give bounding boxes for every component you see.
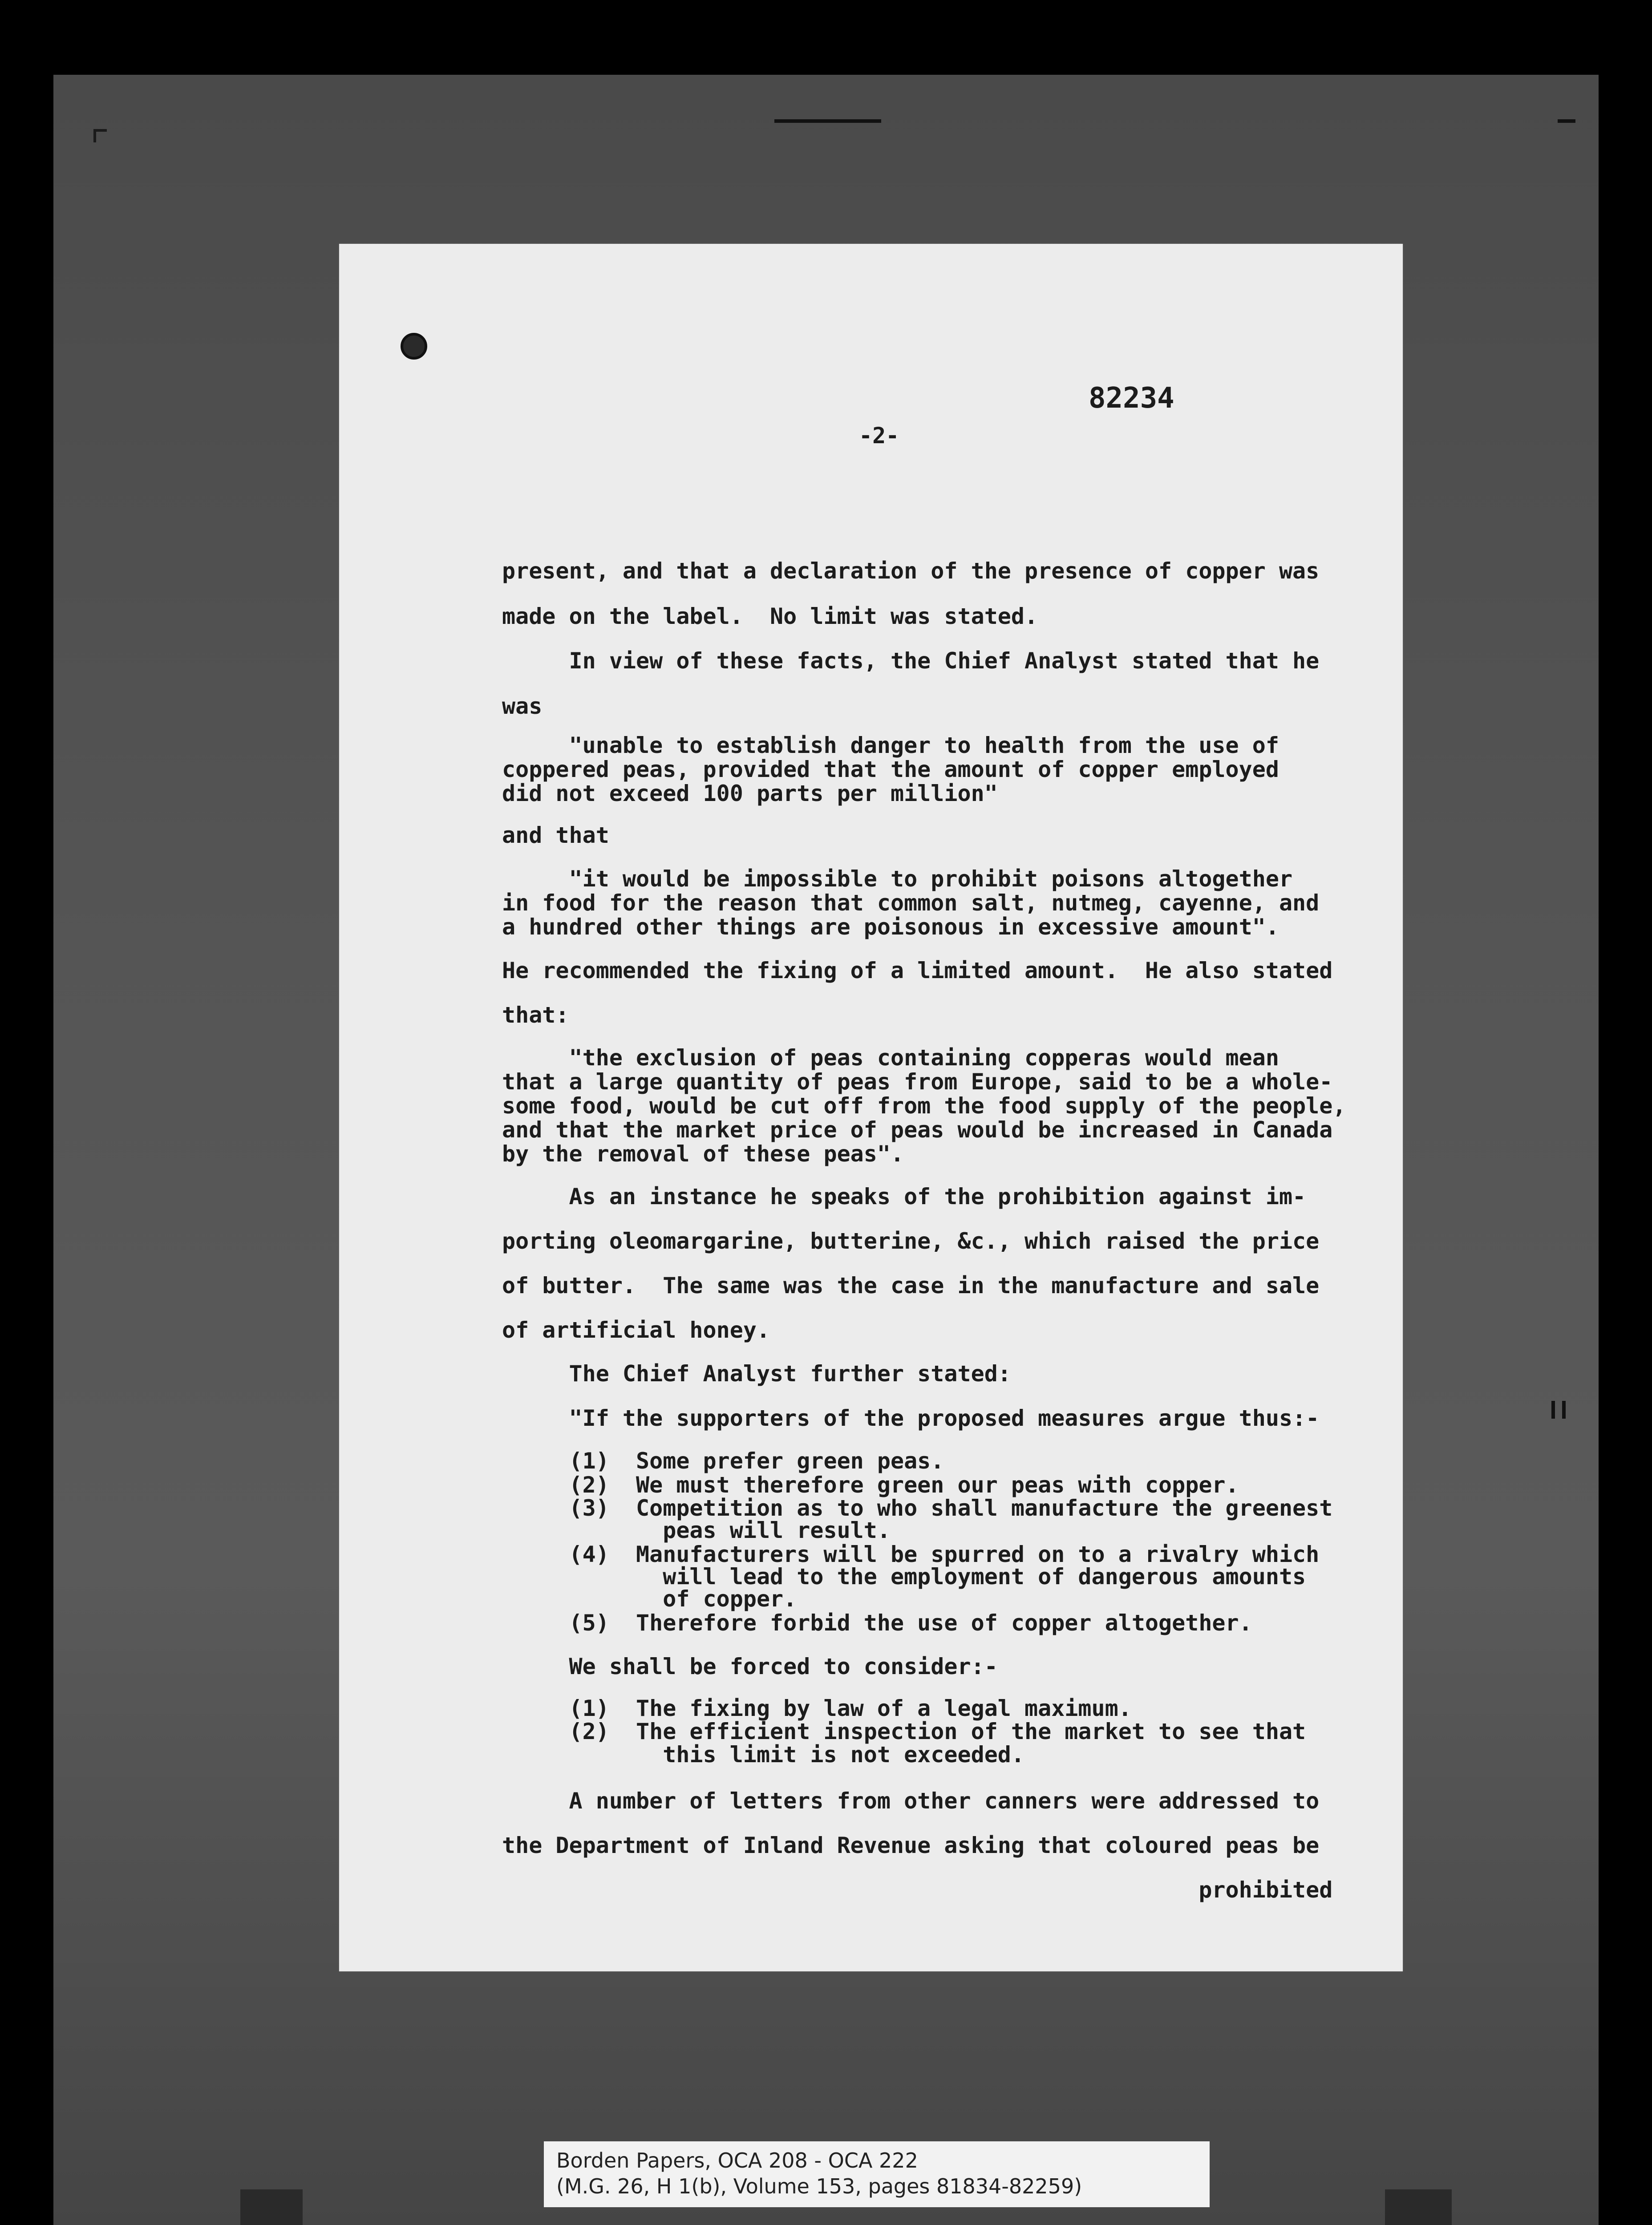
text-line: In view of these facts, the Chief Analyst stated that he bbox=[502, 648, 1320, 674]
list-item: (2) We must therefore green our peas with copper. bbox=[502, 1472, 1239, 1498]
list-item: will lead to the employment of dangerous amounts bbox=[502, 1564, 1306, 1590]
card-shadow bbox=[1385, 2189, 1452, 2225]
text-line: of butter. The same was the case in the manufacture and sale bbox=[502, 1273, 1320, 1299]
text-line: was bbox=[502, 693, 543, 719]
text-line: We shall be forced to consider:- bbox=[502, 1654, 998, 1679]
list-item: (5) Therefore forbid the use of copper altogether. bbox=[502, 1610, 1252, 1636]
text-line: made on the label. No limit was stated. bbox=[502, 603, 1038, 629]
text-line: A number of letters from other canners were addressed to bbox=[502, 1788, 1320, 1814]
quote-line: "it would be impossible to prohibit poisons altogether bbox=[502, 866, 1293, 892]
list-item: (1) Some prefer green peas. bbox=[502, 1448, 944, 1474]
margin-tick-mark bbox=[1551, 1401, 1555, 1419]
list-item: (3) Competition as to who shall manufacture the greenest bbox=[502, 1495, 1333, 1521]
page-number: -2- bbox=[859, 423, 899, 449]
quote-line: "unable to establish danger to health from the use of bbox=[502, 732, 1279, 758]
reference-label-line: Borden Papers, OCA 208 - OCA 222 bbox=[556, 2148, 918, 2172]
quote-line: that a large quantity of peas from Europe, said to be a whole- bbox=[502, 1069, 1333, 1095]
reference-label-line: (M.G. 26, H 1(b), Volume 153, pages 81834-82259) bbox=[556, 2174, 1082, 2198]
quote-line: and that the market price of peas would be increased in Canada bbox=[502, 1117, 1333, 1143]
quote-line: a hundred other things are poisonous in excessive amount". bbox=[502, 914, 1279, 940]
list-item: of copper. bbox=[502, 1586, 797, 1612]
quote-line: in food for the reason that common salt, nutmeg, cayenne, and bbox=[502, 890, 1320, 916]
list-item: peas will result. bbox=[502, 1517, 891, 1543]
quote-line: some food, would be cut off from the food supply of the people, bbox=[502, 1093, 1346, 1119]
text-line: and that bbox=[502, 822, 609, 848]
card-shadow bbox=[240, 2189, 303, 2225]
frame-corner-mark-top-left bbox=[93, 129, 107, 142]
punch-hole bbox=[401, 333, 427, 360]
quote-line: did not exceed 100 parts per million" bbox=[502, 781, 998, 806]
frame-dash-mark bbox=[774, 119, 881, 123]
quote-line: "the exclusion of peas containing copperas would mean bbox=[502, 1045, 1279, 1071]
text-line: As an instance he speaks of the prohibition against im- bbox=[502, 1184, 1306, 1210]
margin-tick-mark bbox=[1562, 1401, 1566, 1419]
text-line: that: bbox=[502, 1002, 569, 1028]
quote-line: "If the supporters of the proposed measures argue thus:- bbox=[502, 1405, 1320, 1431]
text-line: He recommended the fixing of a limited amount. He also stated bbox=[502, 958, 1333, 983]
frame-dash-mark bbox=[1558, 119, 1575, 123]
text-line: present, and that a declaration of the presence of copper was bbox=[502, 558, 1320, 584]
folio-number: 82234 bbox=[1089, 382, 1174, 415]
text-line: The Chief Analyst further stated: bbox=[502, 1361, 1011, 1387]
reference-label bbox=[544, 2141, 1210, 2207]
text-line: porting oleomargarine, butterine, &c., which raised the price bbox=[502, 1228, 1320, 1254]
quote-line: coppered peas, provided that the amount of copper employed bbox=[502, 756, 1279, 782]
text-line: the Department of Inland Revenue asking that coloured peas be bbox=[502, 1833, 1320, 1858]
list-item: (1) The fixing by law of a legal maximum. bbox=[502, 1695, 1132, 1721]
document-page bbox=[339, 244, 1403, 1971]
catchword: prohibited bbox=[502, 1877, 1333, 1903]
list-item: (4) Manufacturers will be spurred on to a rivalry which bbox=[502, 1541, 1320, 1567]
quote-line: by the removal of these peas". bbox=[502, 1141, 904, 1167]
text-line: of artificial honey. bbox=[502, 1317, 770, 1343]
list-item: this limit is not exceeded. bbox=[502, 1742, 1024, 1768]
list-item: (2) The efficient inspection of the market to see that bbox=[502, 1719, 1306, 1744]
